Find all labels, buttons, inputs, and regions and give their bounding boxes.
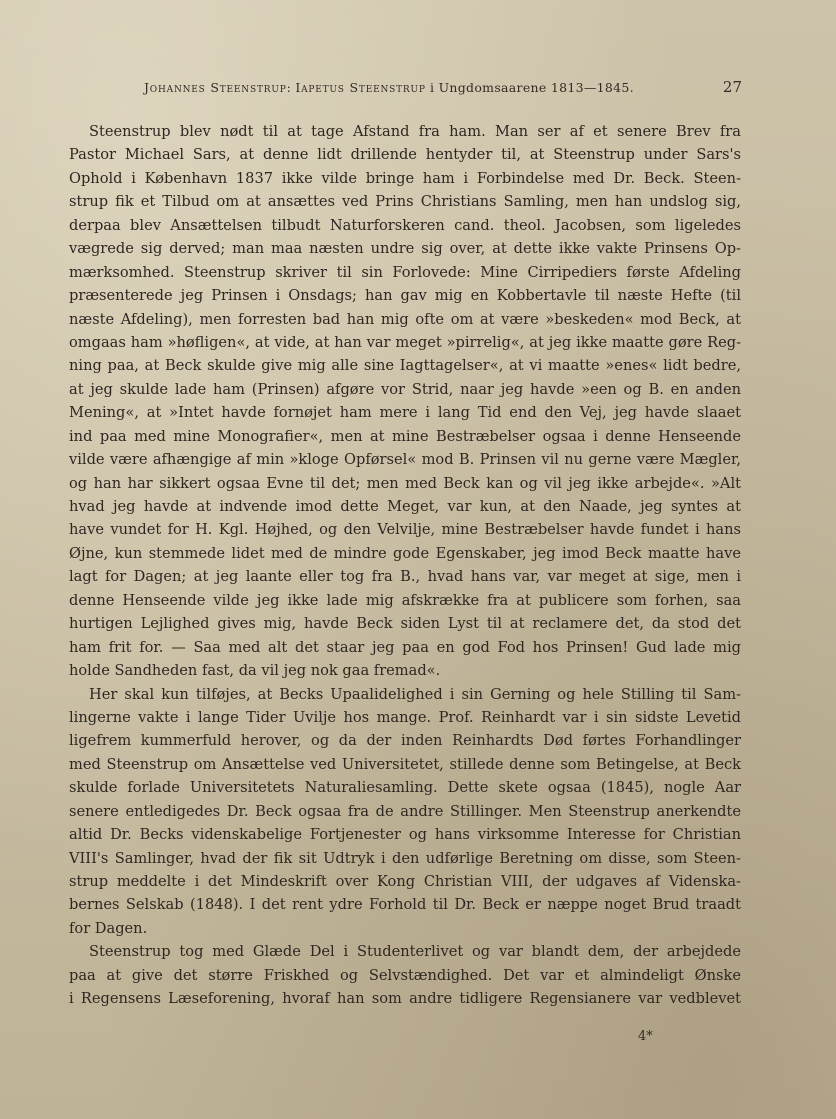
running-head-author: Johannes Steenstrup bbox=[144, 80, 287, 95]
text-line: ligefrem kummerfuld herover, og da der inden Reinhardts Død førtes Forhandlinger bbox=[69, 732, 741, 750]
signature-mark: 4* bbox=[638, 1029, 653, 1044]
page-header bbox=[144, 80, 744, 100]
text-line: senere entledigedes Dr. Beck ogsaa fra de andre Stillinger. Men Steenstrup anerkendte bbox=[69, 802, 741, 820]
text-line: Steenstrup tog med Glæde Del i Studenterlivet og var blandt dem, der arbejdede bbox=[89, 943, 741, 961]
text-line: derpaa blev Ansættelsen tilbudt Naturforskeren cand. theol. Jacobsen, som ligeledes bbox=[69, 216, 741, 234]
text-line: næste Afdeling), men forresten bad han mig ofte om at være »beskeden« mod Beck, at bbox=[69, 310, 741, 328]
text-line: vilde være afhængige af min »kloge Opførsel« mod B. Prinsen vil nu gerne være Mægler, bbox=[69, 451, 741, 469]
running-head-title: i Ungdomsaarene 1813—1845. bbox=[430, 80, 634, 95]
text-line: Steenstrup blev nødt til at tage Afstand fra ham. Man ser af et senere Brev fra bbox=[89, 123, 741, 140]
text-line: Ophold i København 1837 ikke vilde bringe ham i Forbindelse med Dr. Beck. Steen- bbox=[69, 169, 741, 187]
text-line: og han har sikkert ogsaa Evne til det; men med Beck kan og vil jeg ikke arbejde«. »Alt bbox=[69, 474, 741, 492]
body-text bbox=[69, 120, 741, 1011]
text-line: Her skal kun tilføjes, at Becks Upaalidelighed i sin Gerning og hele Stilling til Sam- bbox=[89, 685, 741, 703]
text-line: ham frit for. — Saa med alt det staar jeg paa en god Fod hos Prinsen! Gud lade mig bbox=[69, 638, 741, 656]
text-line: vægrede sig derved; man maa næsten undre sig over, at dette ikke vakte Prinsens Op- bbox=[69, 240, 741, 258]
page-number: 27 bbox=[722, 78, 742, 96]
text-line: skulde forlade Universitetets Naturaliesamling. Dette skete ogsaa (1845), nogle Aar bbox=[69, 779, 741, 797]
text-line: hvad jeg havde at indvende imod dette Meget, var kun, at den Naade, jeg syntes at bbox=[69, 498, 741, 515]
text-line: ind paa med mine Monografier«, men at mine Bestræbelser ogsaa i denne Henseende bbox=[69, 427, 741, 445]
text-line: for Dagen. bbox=[69, 919, 148, 937]
text-line: holde Sandheden fast, da vil jeg nok gaa fremad«. bbox=[69, 662, 441, 680]
text-line: Pastor Michael Sars, at denne lidt drillende hentyder til, at Steenstrup under Sars's bbox=[69, 146, 741, 164]
text-line: Øjne, kun stemmede lidet med de mindre gode Egenskaber, jeg imod Beck maatte have bbox=[69, 544, 741, 562]
text-line: altid Dr. Becks videnskabelige Fortjenester og hans virksomme Interesse for Christian bbox=[69, 826, 741, 844]
text-line: i Regensens Læseforening, hvoraf han som andre tidligere Regensianere var vedblevet bbox=[69, 990, 741, 1008]
text-line: strup fik et Tilbud om at ansættes ved Prins Christians Samling, men han undslog sig, bbox=[69, 193, 741, 211]
text-line: VIII's Samlinger, hvad der fik sit Udtryk i den udførlige Beretning om disse, som Steen- bbox=[69, 849, 741, 867]
text-line: strup meddelte i det Mindeskrift over Kong Christian VIII, der udgaves af Videnska- bbox=[69, 873, 741, 890]
text-line: med Steenstrup om Ansættelse ved Universitetet, stillede denne som Betingelse, at Beck bbox=[69, 755, 741, 773]
text-line: omgaas ham »høfligen«, at vide, at han var meget »pirrelig«, at jeg ikke maatte gøre Reg- bbox=[69, 333, 741, 351]
text-line: have vundet for H. Kgl. Højhed, og den Velvilje, mine Bestræbelser havde fundet i hans bbox=[69, 521, 741, 539]
text-line: Mening«, at »Intet havde fornøjet ham mere i lang Tid end den Vej, jeg havde slaaet bbox=[69, 404, 741, 422]
running-head-separator: : bbox=[286, 80, 292, 95]
text-line: denne Henseende vilde jeg ikke lade mig afskrække fra at publicere som forhen, saa bbox=[69, 591, 741, 609]
text-line: lagt for Dagen; at jeg laante eller tog fra B., hvad hans var, var meget at sige, men i bbox=[69, 568, 741, 586]
text-line: paa at give det større Friskhed og Selvstændighed. Det var et almindeligt Ønske bbox=[69, 966, 741, 984]
text-line: at jeg skulde lade ham (Prinsen) afgøre vor Strid, naar jeg havde »een og B. en anden bbox=[69, 380, 741, 398]
text-line: ning paa, at Beck skulde give mig alle sine Iagttagelser«, at vi maatte »enes« lidt bedre, bbox=[69, 357, 741, 375]
text-line: mærksomhed. Steenstrup skriver til sin Forlovede: Mine Cirripediers første Afdeling bbox=[69, 263, 741, 281]
text-line: præsenterede jeg Prinsen i Onsdags; han gav mig en Kobbertavle til næste Hefte (til bbox=[69, 287, 741, 305]
running-head-subject: Iapetus Steenstrup bbox=[295, 80, 426, 95]
text-line: lingerne vakte i lange Tider Uvilje hos mange. Prof. Reinhardt var i sin sidste Levetid bbox=[69, 708, 741, 726]
text-line: bernes Selskab (1848). I det rent ydre Forhold til Dr. Beck er næppe noget Brud traadt bbox=[69, 896, 741, 914]
running-head bbox=[144, 80, 634, 95]
text-line: hurtigen Lejlighed gives mig, havde Beck siden Lyst til at reclamere det, da stod det bbox=[69, 615, 741, 633]
